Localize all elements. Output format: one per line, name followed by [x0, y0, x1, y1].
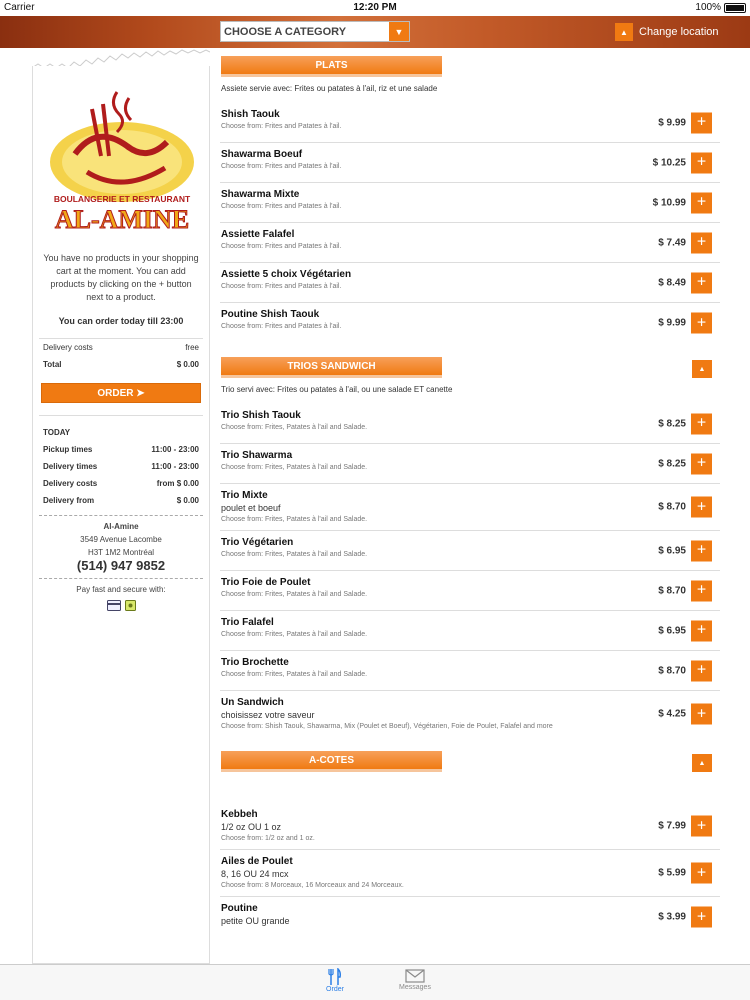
- item-name: Trio Brochette: [221, 657, 289, 668]
- sidebar: [32, 66, 210, 964]
- item-price: $ 8.25: [658, 458, 686, 469]
- item-choices: Choose from: Frites and Patates à l'ail.: [221, 123, 342, 130]
- battery-icon: [724, 3, 746, 13]
- plus-icon[interactable]: +: [691, 907, 712, 928]
- item-price: $ 9.99: [658, 117, 686, 128]
- item-choices: Choose from: Frites, Patates à l'ail and Salade.: [221, 671, 368, 678]
- address-city: H3T 1M2 Montréal: [87, 548, 155, 557]
- item-price: $ 8.49: [658, 277, 686, 288]
- clock: 12:20 PM: [353, 2, 397, 13]
- menu-item: [220, 404, 720, 444]
- item-name: Trio Végétarien: [221, 537, 294, 548]
- item-choices: Choose from: Frites and Patates à l'ail.: [221, 203, 342, 210]
- change-location-button[interactable]: [615, 23, 719, 41]
- cart-empty-message: You have no products in your shopping cart at the moment. You can add products by clicking on the + button next to a product.: [43, 253, 199, 302]
- today-heading: TODAY: [43, 428, 71, 437]
- delivery-costs-value: free: [185, 343, 199, 352]
- item-name: Trio Shawarma: [221, 450, 293, 461]
- phone-link[interactable]: (514) 947 9852: [76, 558, 166, 573]
- tab-messages[interactable]: [385, 968, 445, 991]
- item-price: $ 5.99: [658, 867, 686, 879]
- menu-item: [220, 444, 720, 484]
- section-header: [220, 751, 720, 777]
- item-choices: Choose from: Shish Taouk, Shawarma, Mix (Poulet et Boeuf), Végétarien, Foie de Poulet, Falafel and more: [221, 723, 553, 730]
- item-name: Kebbeh: [221, 809, 258, 820]
- item-choices: Choose from: Frites and Patates à l'ail.: [221, 283, 342, 290]
- item-price: $ 9.99: [658, 317, 686, 329]
- restaurant-address: [33, 520, 209, 572]
- item-choices: Choose from: Frites and Patates à l'ail.: [221, 243, 342, 250]
- menu-item: [220, 611, 720, 651]
- today-label: Delivery times: [43, 462, 98, 471]
- category-select-label: CHOOSE A CATEGORY: [224, 25, 347, 38]
- today-label: Pickup times: [43, 445, 93, 454]
- cutlery-icon: [327, 968, 343, 986]
- today-value: from $ 0.00: [156, 479, 199, 488]
- item-name: Poutine: [221, 903, 258, 914]
- total-row: [39, 356, 203, 373]
- section-title-trios: TRIOS SANDWICH: [221, 357, 442, 378]
- item-choices: Choose from: Frites, Patates à l'ail and Salade.: [221, 464, 368, 471]
- item-name: Un Sandwich: [221, 697, 284, 708]
- logo-subtitle: BOULANGERIE ET RESTAURANT: [53, 194, 191, 204]
- total-label: Total: [43, 360, 62, 369]
- item-choices: Choose from: Frites, Patates à l'ail and Salade.: [221, 551, 368, 558]
- delivery-costs-row: [39, 339, 203, 356]
- item-name: Assiette 5 choix Végétarien: [221, 269, 352, 280]
- today-row: [39, 441, 203, 458]
- item-choices: Choose from: Frites and Patates à l'ail.: [221, 323, 342, 330]
- today-row: [39, 458, 203, 475]
- item-name: Shish Taouk: [221, 109, 280, 120]
- envelope-icon: [405, 968, 425, 984]
- plus-icon[interactable]: +: [691, 453, 712, 474]
- chevron-up-icon[interactable]: ▲: [692, 360, 712, 378]
- plus-icon[interactable]: +: [691, 112, 712, 133]
- menu-item: [220, 850, 720, 897]
- plus-icon[interactable]: +: [691, 704, 712, 725]
- item-choices: Choose from: Frites, Patates à l'ail and Salade.: [221, 516, 368, 523]
- plus-icon[interactable]: +: [691, 413, 712, 434]
- chevron-down-icon[interactable]: ▼: [389, 22, 409, 41]
- tab-order[interactable]: [305, 968, 365, 993]
- section-title-plats: PLATS: [221, 56, 442, 77]
- menu-item: [220, 651, 720, 691]
- plus-icon[interactable]: +: [691, 660, 712, 681]
- today-label: Delivery costs: [43, 479, 98, 488]
- plus-icon[interactable]: +: [691, 863, 712, 884]
- tab-bar: [0, 964, 750, 1000]
- item-name: Trio Falafel: [221, 617, 274, 628]
- today-value: 11:00 - 23:00: [151, 445, 199, 454]
- plus-icon[interactable]: +: [691, 620, 712, 641]
- item-price: $ 10.25: [652, 157, 686, 168]
- item-price: $ 6.95: [658, 625, 686, 636]
- category-select[interactable]: [220, 21, 410, 42]
- plus-icon[interactable]: +: [691, 497, 712, 518]
- menu-item: [220, 143, 720, 183]
- today-row: [39, 475, 203, 492]
- menu-item: [220, 571, 720, 611]
- plus-icon[interactable]: +: [691, 152, 712, 173]
- item-price: $ 8.70: [658, 665, 686, 676]
- today-value: 11:00 - 23:00: [151, 462, 199, 471]
- payment-icons: [33, 600, 209, 611]
- cart-costs: [39, 338, 203, 373]
- item-price: $ 4.25: [658, 708, 686, 720]
- order-button[interactable]: ORDER ➤: [41, 383, 201, 403]
- item-name: Shawarma Mixte: [221, 189, 300, 200]
- section-description: Trio servi avec: Frites ou patates à l'ail, ou une salade ET canette: [221, 385, 453, 394]
- menu-item: [220, 803, 720, 850]
- item-subtitle: 8, 16 OU 24 mcx: [221, 869, 289, 879]
- section-spacer: [220, 777, 720, 803]
- item-choices: Choose from: Frites and Patates à l'ail.: [221, 163, 342, 170]
- item-choices: Choose from: 1/2 oz and 1 oz.: [221, 835, 315, 842]
- status-bar: [0, 0, 750, 16]
- total-value: $ 0.00: [176, 360, 199, 369]
- cash-icon: [125, 600, 136, 611]
- item-price: $ 8.70: [658, 585, 686, 596]
- menu-item: [220, 263, 720, 303]
- item-name: Assiette Falafel: [221, 229, 295, 240]
- top-header: [0, 16, 750, 48]
- logo-title: AL-AMINE: [54, 205, 190, 234]
- section-header: [220, 56, 720, 82]
- item-price: $ 8.25: [658, 418, 686, 429]
- item-name: Poutine Shish Taouk: [221, 309, 320, 320]
- menu-item: [220, 223, 720, 263]
- item-name: Ailes de Poulet: [221, 856, 293, 867]
- item-price: $ 7.99: [658, 820, 686, 832]
- item-choices: Choose from: 8 Morceaux, 16 Morceaux and 24 Morceaux.: [221, 882, 404, 889]
- menu-item: [220, 531, 720, 571]
- menu-item: [220, 103, 720, 143]
- item-choices: Choose from: Frites, Patates à l'ail and Salade.: [221, 631, 368, 638]
- today-label: Delivery from: [43, 496, 95, 505]
- item-subtitle: choisissez votre saveur: [221, 710, 315, 720]
- item-price: $ 8.70: [658, 501, 686, 513]
- pay-text: Pay fast and secure with:: [76, 585, 166, 594]
- item-price: $ 10.99: [652, 197, 686, 208]
- menu-item: [220, 897, 720, 937]
- delivery-costs-label: Delivery costs: [43, 343, 93, 352]
- item-choices: Choose from: Frites, Patates à l'ail and Salade.: [221, 424, 368, 431]
- chevron-up-icon[interactable]: ▲: [692, 754, 712, 772]
- divider: [39, 578, 203, 579]
- restaurant-logo: [33, 84, 211, 244]
- item-choices: Choose from: Frites, Patates à l'ail and Salade.: [221, 591, 368, 598]
- today-info: [39, 415, 203, 509]
- chevron-up-icon: ▲: [615, 23, 633, 41]
- carrier-label: Carrier: [4, 2, 35, 13]
- item-name: Trio Mixte: [221, 490, 268, 501]
- section-description: Assiete servie avec: Frites ou patates à l'ail, riz et une salade: [221, 84, 438, 93]
- change-location-label: Change location: [639, 26, 719, 38]
- tab-messages-label: Messages: [399, 984, 431, 991]
- section-title-acotes: A-COTES: [221, 751, 442, 772]
- today-row: [39, 492, 203, 509]
- battery-percent: 100%: [695, 2, 721, 13]
- restaurant-name: Al-Amine: [103, 522, 139, 531]
- item-subtitle: poulet et boeuf: [221, 503, 281, 513]
- menu-content[interactable]: [220, 48, 720, 964]
- battery-indicator: [695, 2, 746, 13]
- item-subtitle: petite OU grande: [221, 916, 290, 926]
- menu-item: [220, 303, 720, 343]
- credit-card-icon: [107, 600, 121, 611]
- item-subtitle: 1/2 oz OU 1 oz: [221, 822, 282, 832]
- plus-icon[interactable]: +: [691, 540, 712, 561]
- today-value: $ 0.00: [176, 496, 199, 505]
- item-price: $ 7.49: [658, 237, 686, 248]
- item-price: $ 3.99: [658, 911, 686, 923]
- section-header: [220, 357, 720, 383]
- plus-icon[interactable]: +: [691, 192, 712, 213]
- item-price: $ 6.95: [658, 545, 686, 556]
- item-name: Trio Foie de Poulet: [221, 577, 311, 588]
- tab-order-label: Order: [326, 986, 344, 993]
- plus-icon[interactable]: +: [691, 580, 712, 601]
- plus-icon[interactable]: +: [691, 232, 712, 253]
- logo-image: [37, 84, 207, 244]
- plus-icon[interactable]: +: [691, 816, 712, 837]
- plus-icon[interactable]: +: [691, 313, 712, 334]
- item-name: Trio Shish Taouk: [221, 410, 301, 421]
- plus-icon[interactable]: +: [691, 272, 712, 293]
- menu-item: [220, 691, 720, 737]
- order-till-text: You can order today till 23:00: [58, 316, 184, 326]
- item-name: Shawarma Boeuf: [221, 149, 303, 160]
- menu-item: [220, 484, 720, 531]
- address-street: 3549 Avenue Lacombe: [80, 535, 162, 544]
- divider: [39, 515, 203, 516]
- menu-item: [220, 183, 720, 223]
